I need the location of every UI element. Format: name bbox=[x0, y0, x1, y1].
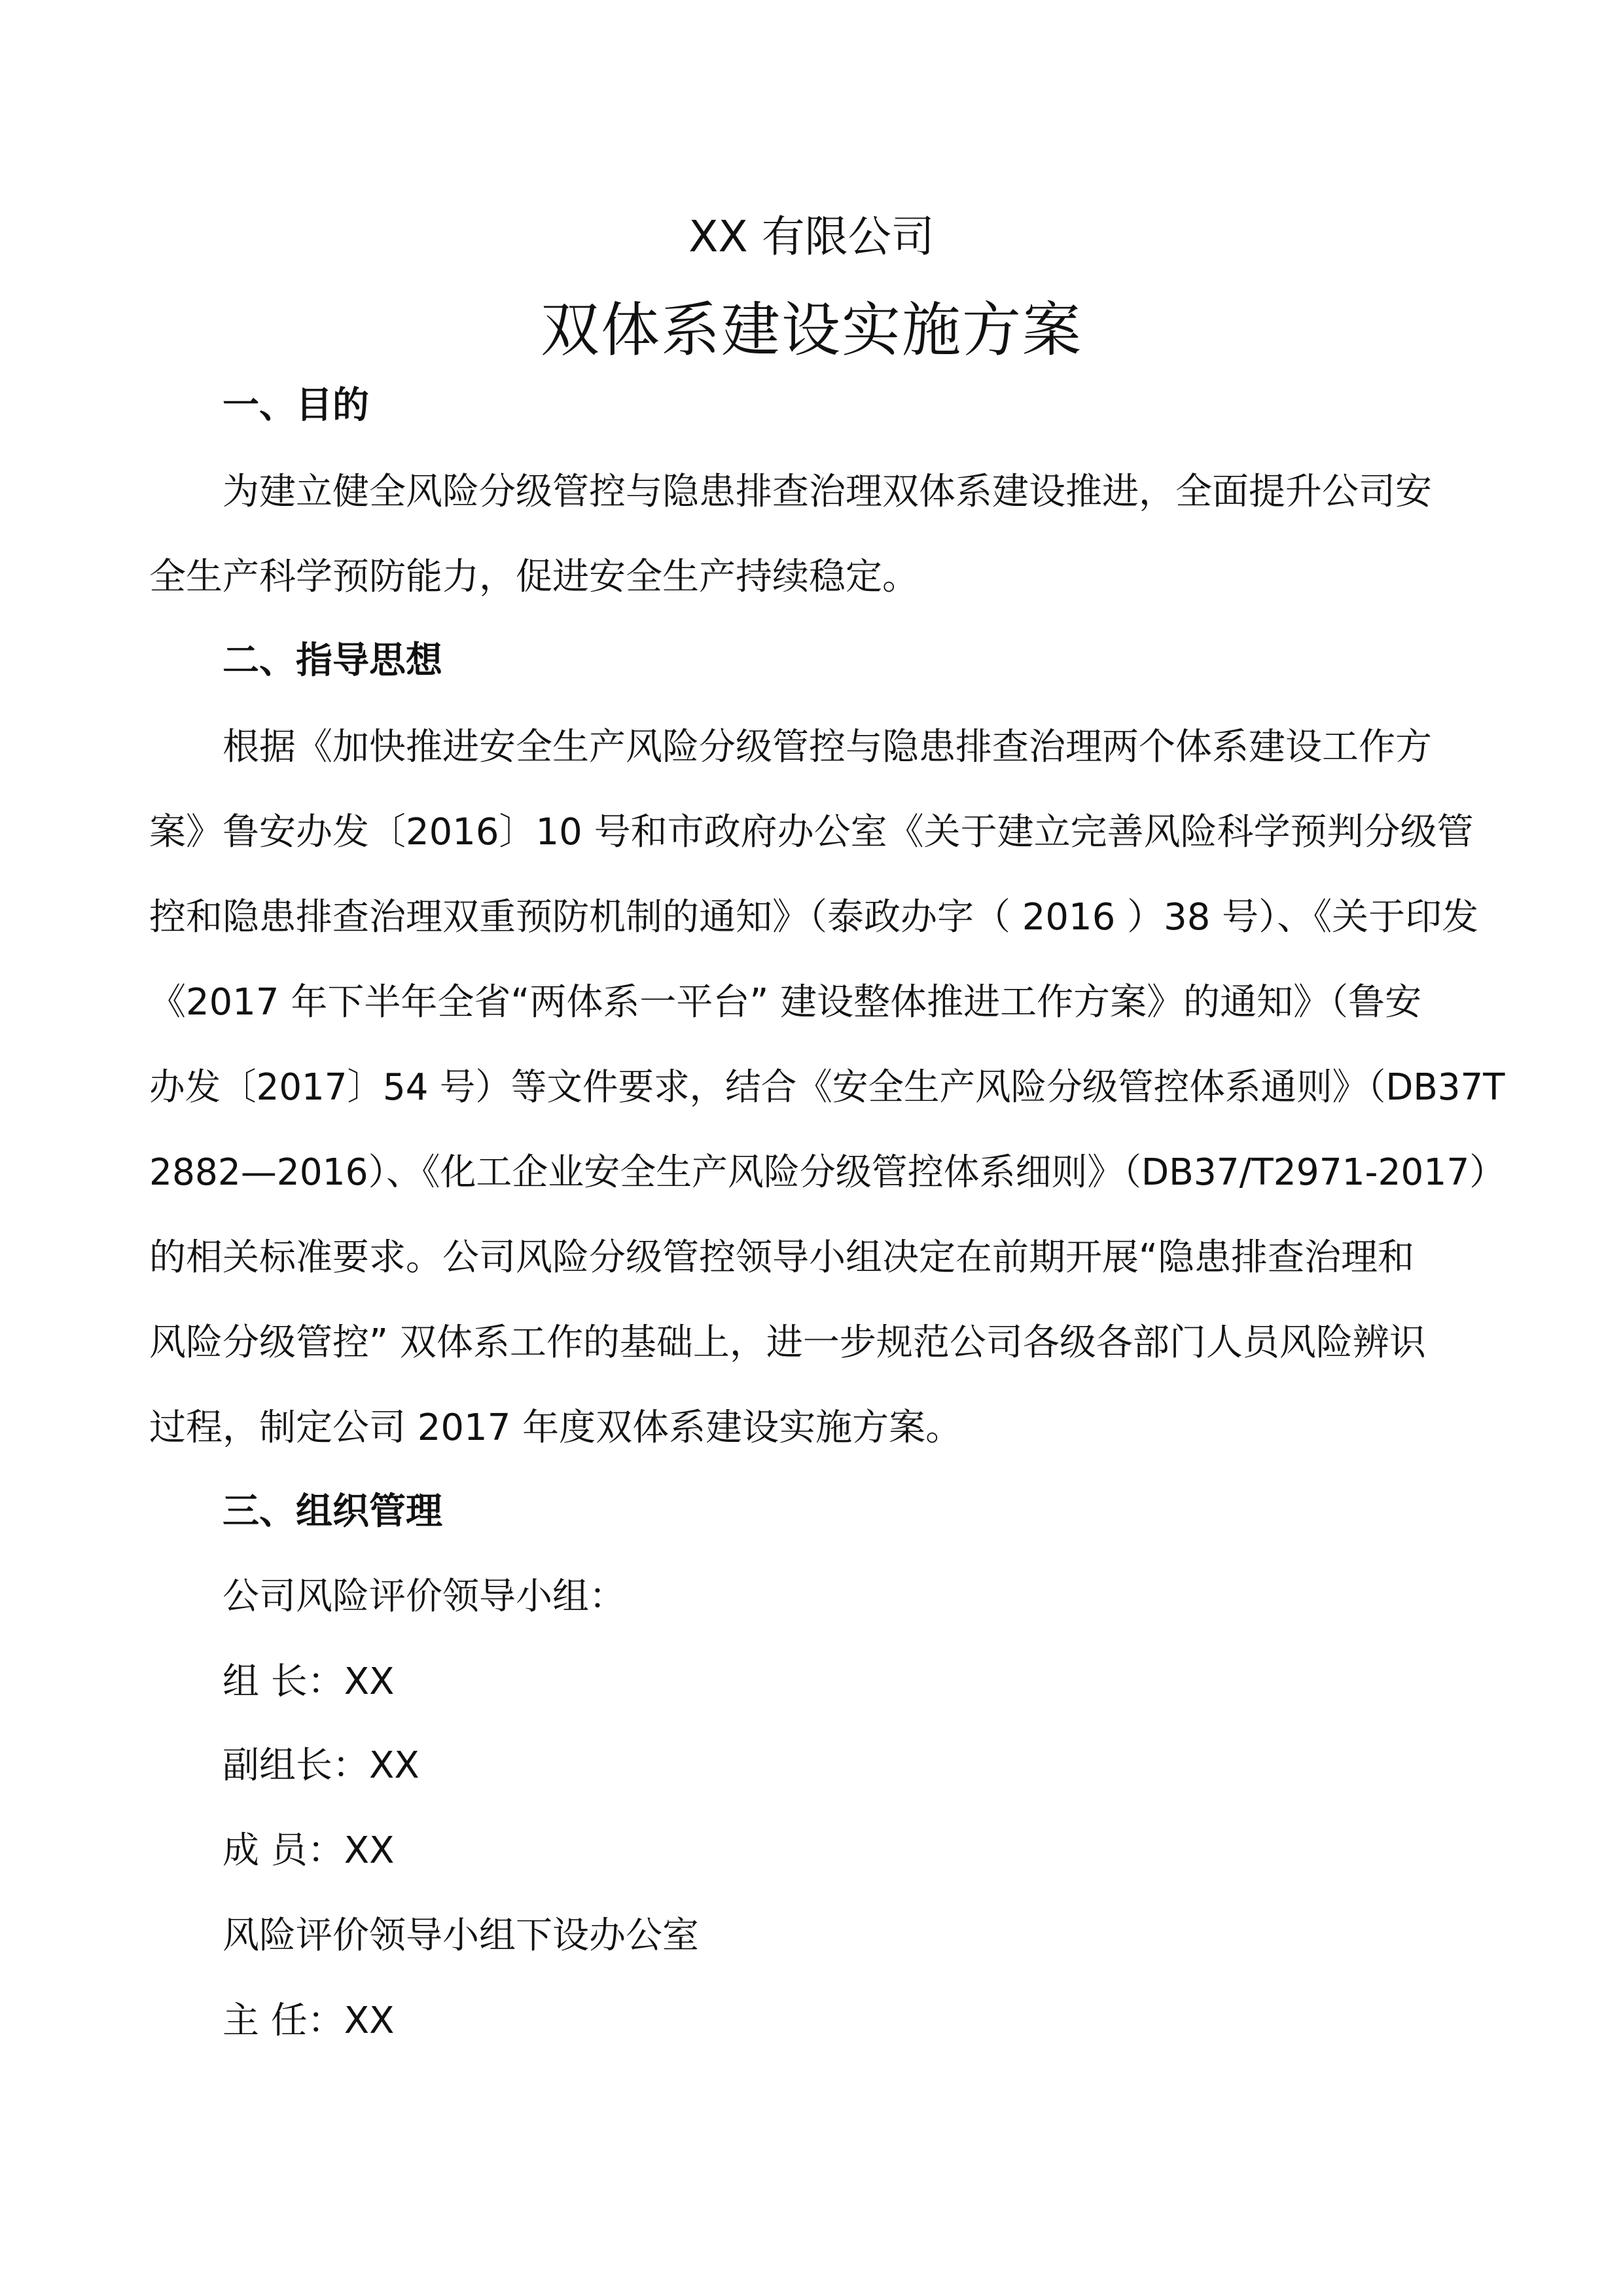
paragraph-line: 办发〔2017〕54 号）等文件要求，结合《安全生产风险分级管控体系通则》（DB37T bbox=[149, 1066, 1505, 1109]
section-heading-organization: 三、组织管理 bbox=[223, 1490, 442, 1533]
paragraph-line: 风险分级管控” 双体系工作的基础上，进一步规范公司各级各部门人员风险辨识 bbox=[149, 1321, 1426, 1364]
paragraph-line: 为建立健全风险分级管控与隐患排查治理双体系建设推进，全面提升公司安 bbox=[223, 471, 1432, 513]
section-heading-purpose: 一、目的 bbox=[223, 384, 369, 427]
company-name: XX 有限公司 bbox=[688, 211, 935, 262]
org-director: 主 任：XX bbox=[223, 2000, 395, 2042]
paragraph-line: 过程，制定公司 2017 年度双体系建设实施方案。 bbox=[149, 1407, 963, 1449]
org-leadership-group: 公司风险评价领导小组： bbox=[223, 1575, 626, 1618]
document-title: 双体系建设实施方案 bbox=[541, 296, 1082, 365]
paragraph-line: 2882—2016）、《化工企业安全生产风险分级管控体系细则》（DB37/T2971-2017） bbox=[149, 1151, 1506, 1194]
paragraph-line: 的相关标准要求。公司风险分级管控领导小组决定在前期开展“隐患排查治理和 bbox=[149, 1236, 1415, 1279]
section-heading-guiding-thought: 二、指导思想 bbox=[223, 639, 442, 682]
org-members: 成 员：XX bbox=[223, 1829, 395, 1872]
paragraph-line: 《2017 年下半年全省“两体系一平台” 建设整体推进工作方案》的通知》（鲁安 bbox=[149, 981, 1422, 1024]
paragraph-line: 全生产科学预防能力，促进安全生产持续稳定。 bbox=[149, 556, 919, 598]
org-leader: 组 长：XX bbox=[223, 1660, 395, 1703]
paragraph-line: 根据《加快推进安全生产风险分级管控与隐患排查治理两个体系建设工作方 bbox=[223, 726, 1432, 768]
paragraph-line: 案》鲁安办发〔2016〕10 号和市政府办公室《关于建立完善风险科学预判分级管 bbox=[149, 811, 1474, 853]
org-office: 风险评价领导小组下设办公室 bbox=[223, 1914, 699, 1957]
paragraph-line: 控和隐患排查治理双重预防机制的通知》（泰政办字（ 2016 ）38 号）、《关于印发 bbox=[149, 896, 1479, 939]
org-deputy-leader: 副组长：XX bbox=[223, 1744, 419, 1787]
